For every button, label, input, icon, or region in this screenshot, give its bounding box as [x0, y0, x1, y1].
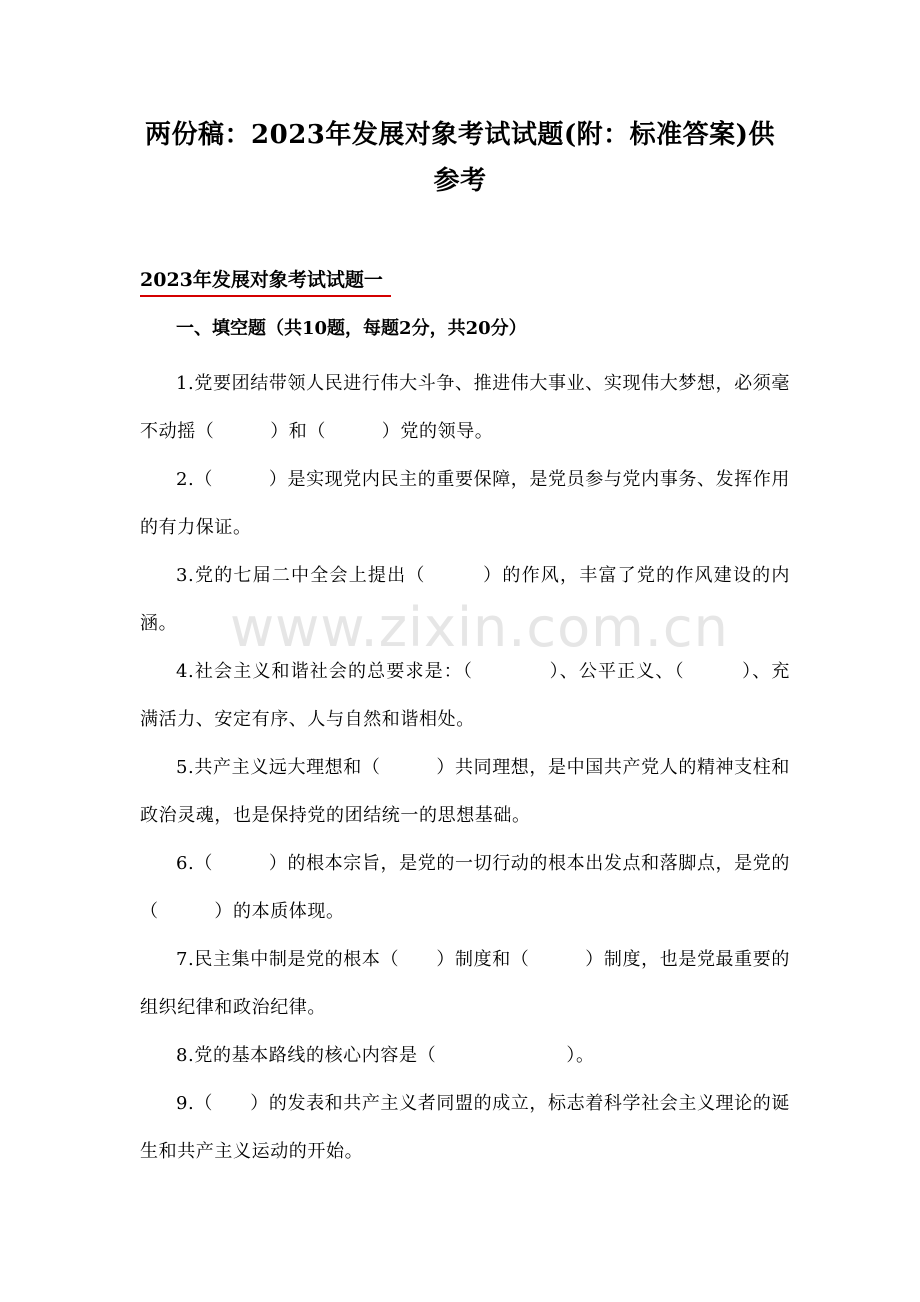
document-title-line-2: 参考 — [433, 166, 487, 196]
question-1: 1.党要团结带领人民进行伟大斗争、推进伟大事业、实现伟大梦想，必须毫不动摇（ ）和（ ）党的领导。 — [140, 373, 790, 442]
question-5: 5.共产主义远大理想和（ ）共同理想，是中国共产党人的精神支柱和政治灵魂，也是保持党的团结统一的思想基础。 — [140, 757, 790, 826]
document-title-line-1: 两份稿：2023年发展对象考试试题(附：标准答案)供 — [145, 120, 775, 150]
question-group-heading: 一、填空题（共10题，每题2分，共20分） — [176, 318, 527, 339]
watermark: www.zixin.com.cn — [230, 596, 729, 659]
question-list — [140, 360, 790, 1176]
question-3: 3.党的七届二中全会上提出（ ）的作风，丰富了党的作风建设的内涵。 — [140, 565, 790, 634]
question-6: 6.（ ）的根本宗旨，是党的一切行动的根本出发点和落脚点，是党的（ ）的本质体现。 — [140, 853, 790, 922]
question-7: 7.民主集中制是党的根本（ ）制度和（ ）制度，也是党最重要的组织纪律和政治纪律。 — [140, 949, 790, 1018]
question-8: 8.党的基本路线的核心内容是（ ）。 — [176, 1045, 595, 1066]
question-4: 4.社会主义和谐社会的总要求是：（ ）、公平正义、（ ）、充满活力、安定有序、人与自然和谐相处。 — [140, 661, 790, 730]
question-9: 9.（ ）的发表和共产主义者同盟的成立，标志着科学社会主义理论的诞生和共产主义运动的开始。 — [140, 1093, 790, 1162]
section-heading: 2023年发展对象考试试题一 — [140, 265, 391, 297]
question-2: 2.（ ）是实现党内民主的重要保障，是党员参与党内事务、发挥作用的有力保证。 — [140, 469, 790, 538]
document-title — [100, 112, 820, 204]
